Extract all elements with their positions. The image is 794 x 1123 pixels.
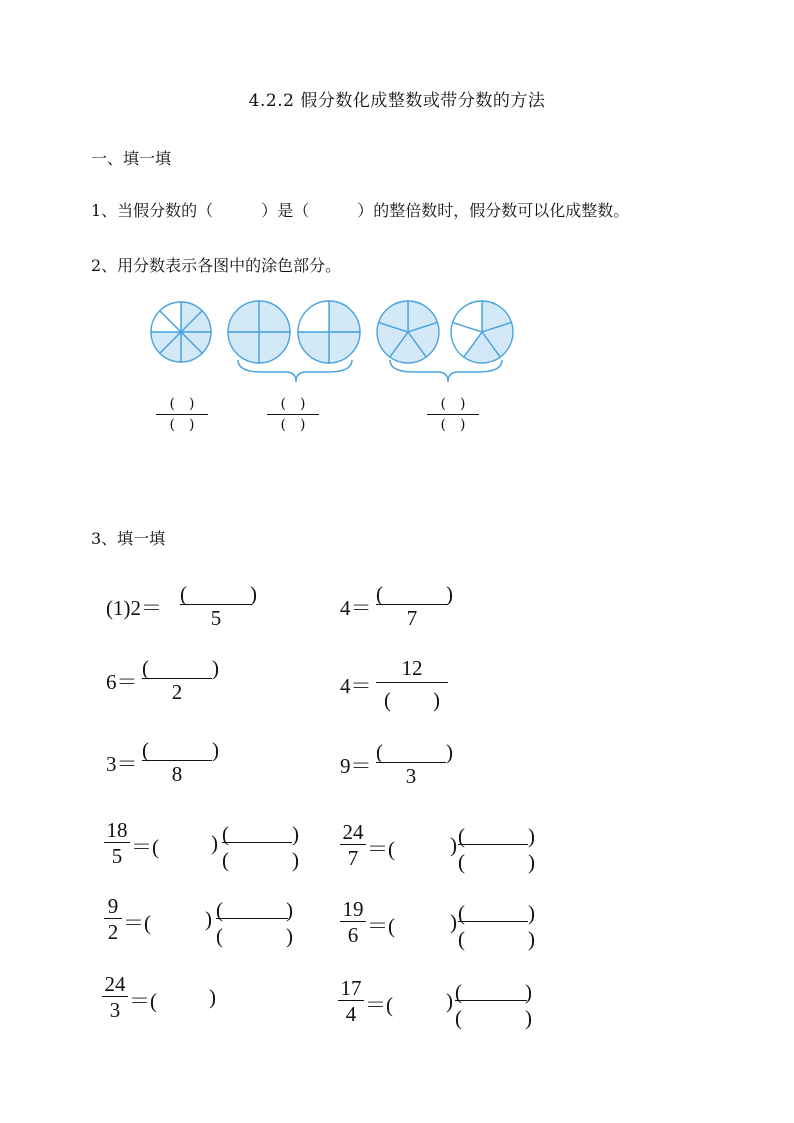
equation-numerator[interactable]: ( ): [142, 656, 219, 680]
equation-denominator: 8: [171, 762, 183, 786]
mixed-number-item: [104, 818, 304, 872]
pie-figures: [140, 290, 520, 390]
question-1-mid: ）是（: [261, 201, 310, 220]
mixed-numerator[interactable]: ( ): [455, 980, 532, 1004]
improper-numerator: 24: [104, 972, 126, 996]
divided-circle: [228, 301, 290, 363]
fraction-bar: [340, 844, 366, 845]
whole-close: ): [211, 831, 218, 855]
answer-fraction[interactable]: [423, 395, 483, 434]
question-1-suffix: ）的整倍数时，假分数可以化成整数。: [357, 201, 630, 220]
equals-open: ＝(: [123, 911, 151, 935]
equation-lhs: 6＝: [106, 670, 138, 694]
answer-denominator[interactable]: ( ): [280, 417, 306, 433]
shaded-sector: [329, 332, 360, 363]
improper-denominator: 7: [347, 846, 359, 870]
divided-circle: [451, 301, 513, 363]
answer-numerator[interactable]: ( ): [440, 396, 466, 412]
equation-denominator: 5: [210, 606, 222, 630]
equation-numerator[interactable]: ( ): [142, 738, 219, 762]
question-1-prefix: 1、当假分数的（: [91, 201, 214, 220]
equals-open: ＝(: [129, 989, 157, 1013]
improper-numerator: 9: [107, 894, 119, 918]
fraction-bar: [104, 918, 122, 919]
mixed-number-item: [338, 976, 538, 1030]
shaded-sector: [259, 301, 290, 332]
fraction-bar: [142, 760, 212, 761]
fraction-bar: [427, 414, 479, 415]
equation-lhs: 4＝: [340, 674, 372, 698]
fraction-bar: [222, 842, 292, 843]
equation-item: [106, 580, 286, 632]
fraction-bar: [104, 842, 130, 843]
equation-item: [340, 738, 520, 790]
equation-denominator: 2: [171, 680, 183, 704]
whole-close: ): [450, 833, 457, 857]
page-title: 4.2.2 假分数化成整数或带分数的方法: [248, 91, 546, 111]
answer-fraction[interactable]: [152, 395, 212, 434]
equals-open: ＝(: [131, 835, 159, 859]
whole-close: ): [450, 910, 457, 934]
mixed-number-item: [340, 897, 540, 951]
fraction-bar: [376, 762, 446, 763]
whole-close: ): [205, 907, 212, 931]
improper-denominator: 2: [107, 920, 119, 944]
mixed-denominator[interactable]: ( ): [222, 848, 299, 872]
equals-open: ＝(: [367, 914, 395, 938]
whole-close: ): [209, 985, 216, 1009]
answer-numerator[interactable]: ( ): [169, 396, 195, 412]
improper-numerator: 17: [340, 976, 362, 1000]
mixed-number-item: [340, 820, 540, 874]
equals-open: ＝(: [365, 993, 393, 1017]
mixed-denominator[interactable]: ( ): [458, 850, 535, 874]
improper-numerator: 19: [342, 897, 364, 921]
equation-denominator: 3: [405, 764, 417, 788]
shaded-sector: [329, 301, 360, 332]
fraction-bar: [267, 414, 319, 415]
equation-item: [106, 736, 286, 788]
mixed-denominator[interactable]: ( ): [455, 1006, 532, 1030]
fraction-bar: [376, 682, 448, 683]
question-2: 2、用分数表示各图中的涂色部分。: [91, 256, 342, 275]
question-3: 3、填一填: [91, 529, 166, 548]
divided-circle: [151, 302, 211, 362]
fraction-bar: [156, 414, 208, 415]
mixed-denominator[interactable]: ( ): [216, 924, 293, 948]
fraction-bar: [338, 1000, 364, 1001]
fraction-bar: [376, 604, 448, 605]
equation-numerator: 12: [401, 656, 423, 680]
mixed-number-item: [102, 972, 302, 1026]
mixed-numerator[interactable]: ( ): [458, 824, 535, 848]
answer-denominator[interactable]: ( ): [169, 417, 195, 433]
mixed-number-item: [104, 894, 304, 948]
mixed-denominator[interactable]: ( ): [458, 927, 535, 951]
question-1: [91, 198, 629, 221]
improper-denominator: 4: [345, 1002, 357, 1026]
fraction-bar: [142, 678, 212, 679]
fraction-bar: [455, 1000, 527, 1001]
fraction-bar: [458, 921, 528, 922]
improper-numerator: 18: [106, 818, 128, 842]
shaded-sector: [259, 332, 290, 363]
improper-denominator: 3: [109, 998, 121, 1022]
equation-denominator[interactable]: ( ): [384, 688, 440, 712]
whole-close: ): [446, 989, 453, 1013]
fraction-bar: [216, 918, 288, 919]
answer-numerator[interactable]: ( ): [280, 396, 306, 412]
improper-denominator: 5: [111, 844, 123, 868]
divided-circle: [377, 301, 439, 363]
mixed-numerator[interactable]: ( ): [458, 901, 535, 925]
improper-denominator: 6: [347, 923, 359, 947]
equation-lhs: (1)2＝: [106, 596, 162, 620]
fraction-bar: [102, 996, 128, 997]
mixed-numerator[interactable]: ( ): [222, 822, 299, 846]
section-heading: 一、填一填: [91, 149, 172, 168]
fraction-bar: [180, 604, 252, 605]
equation-lhs: 3＝: [106, 752, 138, 776]
equation-denominator: 7: [406, 606, 418, 630]
fraction-bar: [458, 844, 528, 845]
shaded-sector: [298, 332, 329, 363]
equation-item: [340, 580, 520, 632]
improper-numerator: 24: [342, 820, 364, 844]
blank-sector: [298, 301, 329, 332]
equation-lhs: 9＝: [340, 754, 372, 778]
divided-circle: [298, 301, 360, 363]
mixed-numerator[interactable]: ( ): [216, 898, 293, 922]
answer-denominator[interactable]: ( ): [440, 417, 466, 433]
equation-item: [106, 654, 286, 706]
answer-fraction[interactable]: [263, 395, 323, 434]
equation-lhs: 4＝: [340, 596, 372, 620]
equation-numerator[interactable]: ( ): [376, 740, 453, 764]
equation-item: [340, 658, 520, 710]
shaded-sector: [228, 301, 259, 332]
equals-open: ＝(: [367, 837, 395, 861]
fraction-bar: [340, 921, 366, 922]
equation-numerator[interactable]: ( ): [180, 582, 257, 606]
shaded-sector: [228, 332, 259, 363]
equation-numerator[interactable]: ( ): [376, 582, 453, 606]
